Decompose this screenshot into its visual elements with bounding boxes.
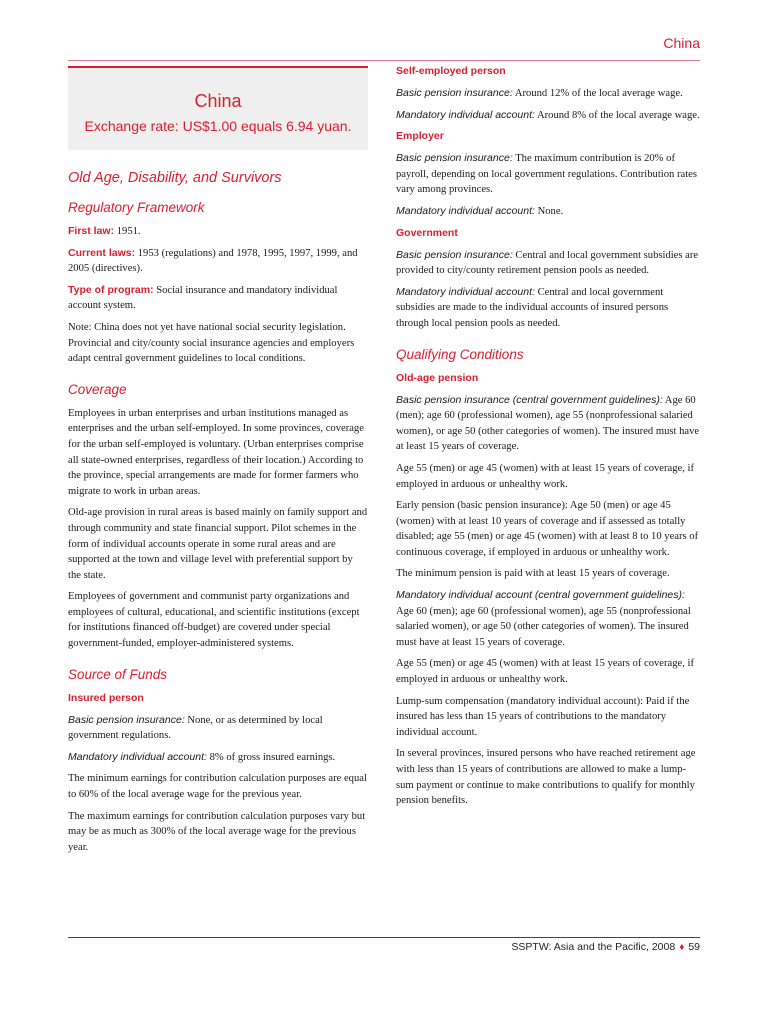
employer-basic-paragraph [396, 151, 700, 198]
footer-rule [68, 937, 700, 938]
employer-basic-text: The maximum contribution is 20% of payroll, depending on local government regulations. Contribution rates vary among provinces. [396, 153, 697, 196]
qualifying-lump-sum-paragraph: Lump-sum compensation (mandatory individual account): Paid if the insured has less than 15 years of contributions to the mandatory individual account. [396, 695, 690, 738]
first-law-paragraph [68, 224, 368, 240]
heading-coverage: Coverage [68, 381, 127, 397]
self-employed-mandatory-paragraph [396, 108, 700, 124]
insured-basic-paragraph [68, 713, 368, 744]
heading-regulatory-framework: Regulatory Framework [68, 200, 205, 215]
qualifying-arduous-paragraph-2: Age 55 (men) or age 45 (women) with at least 15 years of coverage, if employed in arduous or unhealthy work. [396, 658, 694, 686]
heading-government: Government [396, 226, 458, 239]
first-law-text: 1951. [114, 226, 141, 237]
minimum-earnings-paragraph: The minimum earnings for contribution calculation purposes are equal to 60% of the local average wage for the previous year. [68, 773, 367, 801]
country-title-box [68, 66, 368, 150]
heading-old-age-pension: Old-age pension [396, 371, 479, 384]
self-employed-mandatory-text: Around 8% of the local average wage. [534, 109, 700, 121]
self-employed-basic-label: Basic pension insurance: [396, 87, 513, 99]
header-rule [68, 60, 700, 61]
coverage-paragraph-1: Employees in urban enterprises and urban institutions managed as enterprises and the urban self-employed. In some provinces, coverage for the urban self-employed is voluntary. (Urban enterprises comprise all state-owned enterprises, regardless of their location.) According to the province, special arrangements are made for former farmers who migrate to work in urban areas. [68, 407, 364, 497]
right-column [396, 64, 700, 815]
self-employed-mandatory-label: Mandatory individual account: [396, 108, 535, 121]
qualifying-minimum-pension-paragraph: The minimum pension is paid with at least 15 years of coverage. [396, 568, 670, 580]
heading-source-of-funds: Source of Funds [68, 666, 168, 682]
qualifying-mandatory-text: Age 60 (men); age 60 (professional women), age 55 (nonprofessional salaried women), or age 50 (other categories of women). The insured must have at least 15 years of coverage. [396, 605, 691, 648]
qualifying-early-pension-paragraph: Early pension (basic pension insurance): Age 50 (men) or age 45 (women) with at least 10 years of coverage and if assessed as totally disabled; age 55 (men) or age 45 (women) with at least 8 to 10 years of continuous coverage, if employed in arduous or unhealthy work. [396, 500, 699, 558]
qualifying-mandatory-label: Mandatory individual account (central government guidelines): [396, 589, 685, 602]
qualifying-several-provinces-paragraph: In several provinces, insured persons who have reached retirement age with less than 15 years of contributions are allowed to make a lump-sum payment or continue to make contributions to qualify for monthly pension benefits. [396, 748, 696, 807]
qualifying-basic-text: Age 60 (men); age 60 (professional women), age 55 (nonprofessional salaried women), or age 50 (other categories of women). The insured must have at least 15 years of coverage. [396, 394, 700, 453]
government-mandatory-paragraph [396, 285, 700, 332]
first-law-label: First law: [68, 225, 115, 237]
exchange-rate: Exchange rate: US$1.00 equals 6.94 yuan. [84, 118, 352, 134]
government-mandatory-text: Central and local government subsidies are made to the individual accounts of insured persons through local pension pools as needed. [396, 286, 669, 329]
heading-self-employed: Self-employed person [396, 65, 506, 77]
coverage-paragraph-3: Employees of government and communist party organizations and employees of cultural, educational, and scientific institutions (except for institutions financed off-budget) are covered under special government-funded, employer-administered systems. [68, 591, 360, 650]
current-laws-label: Current laws: [68, 246, 136, 259]
employer-mandatory-paragraph [396, 204, 700, 220]
heading-qualifying-conditions: Qualifying Conditions [396, 346, 524, 362]
footer-page-number: 59 [688, 941, 700, 953]
program-type-paragraph [68, 283, 368, 314]
insured-mandatory-paragraph [68, 750, 368, 766]
country-title: China [194, 91, 242, 111]
self-employed-basic-text: Around 12% of the local average wage. [512, 88, 683, 99]
current-laws-text: 1953 (regulations) and 1978, 1995, 1997, 1999, and 2005 (directives). [68, 247, 358, 275]
self-employed-basic-paragraph [396, 86, 700, 102]
qualifying-basic-label: Basic pension insurance (central government guidelines): [396, 393, 663, 406]
qualifying-mandatory-paragraph [396, 588, 700, 650]
insured-basic-label: Basic pension insurance: [68, 713, 185, 726]
qualifying-arduous-paragraph: Age 55 (men) or age 45 (women) with at least 15 years of coverage, if employed in arduous or unhealthy work. [396, 462, 694, 490]
government-basic-paragraph [396, 248, 700, 279]
program-type-label: Type of program: [68, 283, 154, 296]
running-header-country: China [663, 35, 700, 51]
diamond-icon: ♦ [679, 942, 685, 953]
section-heading-old-age: Old Age, Disability, and Survivors [68, 170, 282, 186]
footer-publication: SSPTW: Asia and the Pacific, 2008 [511, 941, 676, 953]
maximum-earnings-paragraph: The maximum earnings for contribution calculation purposes vary but may be as much as 300% of the local average wage for the previous year. [68, 810, 366, 853]
program-type-text: Social insurance and mandatory individual account system. [68, 284, 338, 312]
coverage-paragraph-2: Old-age provision in rural areas is based mainly on family support and through community and state financial support. Pilot schemes in the form of individual accounts operate in some rural areas and are supported at the town and village level with preferential support by the state. [68, 507, 368, 581]
regulatory-note: Note: China does not yet have national social security legislation. Provincial and city/county social insurance agencies and employers adapt central government guidelines to local conditions. [68, 321, 355, 365]
current-laws-paragraph [68, 246, 368, 277]
qualifying-basic-paragraph [396, 393, 700, 455]
left-column [68, 66, 368, 861]
heading-insured-person: Insured person [68, 691, 144, 704]
employer-mandatory-text: None. [534, 205, 564, 217]
government-basic-text: Central and local government subsidies are provided to city/county retirement pension pools as needed. [396, 249, 699, 277]
government-basic-label: Basic pension insurance: [396, 248, 513, 261]
page-footer [511, 941, 700, 953]
insured-mandatory-text: 8% of gross insured earnings. [206, 751, 336, 763]
insured-mandatory-label: Mandatory individual account: [68, 750, 207, 763]
government-mandatory-label: Mandatory individual account: [396, 285, 535, 298]
employer-mandatory-label: Mandatory individual account: [396, 204, 535, 217]
employer-basic-label: Basic pension insurance: [396, 152, 513, 165]
insured-basic-text: None, or as determined by local government regulations. [68, 714, 323, 742]
heading-employer: Employer [396, 130, 444, 143]
